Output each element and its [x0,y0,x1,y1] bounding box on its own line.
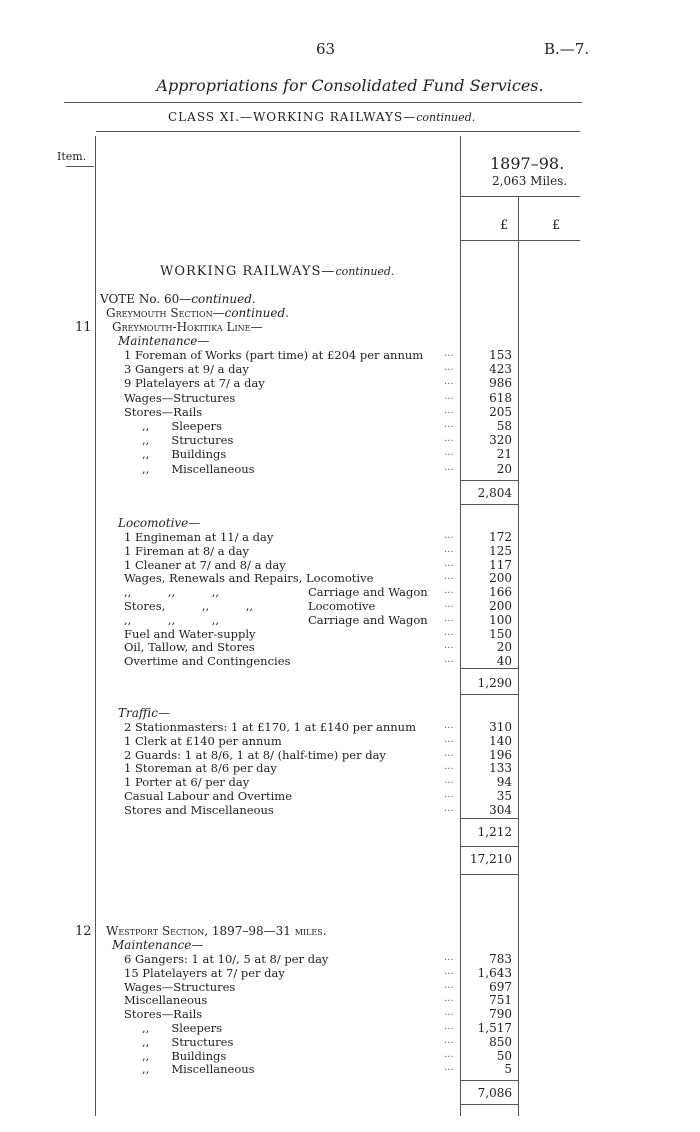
line-item-label: 15 Platelayers at 7/ per day [124,965,285,980]
item-number: 11 [75,320,92,335]
leader-dots: ... [444,640,454,652]
leader-dots: ... [444,1021,454,1032]
leader-dots: ... [444,993,454,1005]
greymouth-section-heading: Greymouth Section—continued. [106,306,289,320]
leader-dots: ... [444,761,454,773]
leader-dots: ... [444,571,454,583]
amount: 320 [489,433,512,448]
item-number: 12 [75,924,92,939]
leader-dots: ... [444,461,454,473]
item-column-header: Item. [57,150,87,163]
line-item-label: 1 Fireman at 8/ a day [124,543,249,558]
line-item-label: Wages, Renewals and Repairs, Locomotive [124,571,374,586]
leader-dots: ... [444,775,454,787]
amount: 20 [496,640,512,655]
leader-dots: ... [444,979,454,991]
leader-dots: ... [444,348,454,359]
item-column-rule [95,136,96,1116]
subtotal-rule [460,480,518,481]
line-item-label: Stores—Rails [124,1007,203,1022]
amount: 20 [496,461,512,476]
ditto-mark: ,, [142,1062,150,1077]
ditto-mark: ,, [142,1034,150,1049]
ditto-mark: ,, [142,419,150,433]
leader-dots: ... [444,543,454,555]
ditto-mark: ,, ,, ,, [124,585,220,600]
pound-sign: £ [552,218,561,233]
leader-dots: ... [444,789,454,800]
page-reference: B.—7. [544,40,590,58]
leader-dots: ... [444,530,454,541]
line-item-label: Wages—Structures [124,390,236,405]
amount: 196 [489,747,512,762]
locomotive-total: 1,290 [477,676,512,690]
subtotal-rule [460,1104,518,1105]
line-item-label: 1 Clerk at £140 per annum [124,733,282,748]
line-item-label: Casual Labour and Overtime [124,789,293,803]
line-item-label: Oil, Tallow, and Stores [124,640,255,655]
ditto-mark: ,, [142,461,150,476]
line-item-label: Overtime and Contingencies [124,654,291,669]
amount: 986 [489,376,512,391]
leader-dots: ... [444,952,454,963]
amount: 304 [489,802,512,817]
line-item-label: 2 Stationmasters: 1 at £170, 1 at £140 per annum [124,720,416,734]
amount: 166 [489,585,512,600]
line-item-label: ,, Sleepers [142,1021,223,1035]
amount: 205 [489,404,512,419]
amount: 310 [489,720,512,734]
amount: 697 [489,979,512,994]
line-item-label: Miscellaneous [124,993,208,1008]
amount: 1,517 [477,1021,512,1035]
amount: 117 [489,557,512,572]
westport-section-heading: Westport Section, 1897–98—31 miles. [106,924,327,938]
leader-dots: ... [444,965,454,977]
amount: 850 [489,1034,512,1049]
amount: 140 [489,733,512,748]
line-item-label: 6 Gangers: 1 at 10/, 5 at 8/ per day [124,952,329,966]
subtotal-rule [460,818,518,819]
amount: 133 [489,761,512,776]
line-item-label: ,, Buildings [142,447,227,462]
leader-dots: ... [444,419,454,430]
page-title: Appropriations for Consolidated Fund Services. [156,76,544,95]
pound-sign: £ [500,218,509,233]
subtotal-rule [460,668,518,669]
leader-dots: ... [444,733,454,745]
year-head-rule [460,196,580,197]
traffic-total: 1,212 [477,825,512,839]
amount: 100 [489,612,512,627]
line-item-label: Stores and Miscellaneous [124,802,274,817]
amount: 200 [489,571,512,586]
leader-dots: ... [444,1062,454,1074]
header-rule-top [64,102,582,103]
ditto-mark: ,, [142,1021,150,1035]
leader-dots: ... [444,1007,454,1019]
maintenance-heading: Maintenance— [118,334,210,348]
leader-dots: ... [444,612,454,624]
amount: 751 [489,993,512,1008]
subtotal-rule [460,874,518,875]
amount: 200 [489,599,512,613]
line-item-label: ,, Miscellaneous [142,1062,255,1077]
class-title: CLASS XI.—WORKING RAILWAYS—continued. [168,110,476,124]
leader-dots: ... [444,1048,454,1060]
line-item-label: ,, Structures [142,433,234,448]
amount: 58 [496,419,512,433]
line-item-label: Carriage and Wagon [308,612,428,627]
leader-dots: ... [444,626,454,638]
line-item-label: 1 Foreman of Works (part time) at £204 per annum [124,348,424,362]
leader-dots: ... [444,654,454,666]
line-item-label: ,, Miscellaneous [142,461,255,476]
leader-dots: ... [444,404,454,416]
section-heading: WORKING RAILWAYS—continued. [160,264,395,279]
line-item-label: 1 Storeman at 8/6 per day [124,761,277,776]
amount-column-rule-middle [518,196,519,1116]
leader-dots: ... [444,747,454,759]
line-item-label: 2 Guards: 1 at 8/6, 1 at 8/ (half-time) per day [124,747,386,762]
leader-dots: ... [444,585,454,597]
leader-dots: ... [444,433,454,445]
amount: 150 [489,626,512,641]
amount: 5 [504,1062,512,1077]
ditto-mark: ,, [142,447,150,462]
leader-dots: ... [444,557,454,569]
amount: 94 [496,775,512,790]
traffic-heading: Traffic— [118,706,170,720]
line-item-label: ,, Buildings [142,1048,227,1063]
leader-dots: ... [444,447,454,459]
item-head-rule [66,166,94,167]
leader-dots: ... [444,362,454,374]
line-item-label: 9 Platelayers at 7/ a day [124,376,265,391]
westport-maintenance-total: 7,086 [477,1086,512,1100]
header-rule-bottom [96,131,580,132]
subtotal-rule [460,694,518,695]
line-item-label: 1 Engineman at 11/ a day [124,530,274,544]
line-item-label: 3 Gangers at 9/ a day [124,362,249,377]
leader-dots: ... [444,802,454,814]
amount: 50 [496,1048,512,1063]
subtotal-rule [460,504,518,505]
line-item-label: Fuel and Water-supply [124,626,256,641]
amount: 790 [489,1007,512,1022]
line-item-label: ,, Structures [142,1034,234,1049]
amount: 21 [496,447,512,462]
amount: 1,643 [477,965,512,980]
amount: 125 [489,543,512,558]
vote-heading: VOTE No. 60—continued. [100,292,256,306]
amount: 35 [496,789,512,803]
amount: 423 [489,362,512,377]
leader-dots: ... [444,390,454,402]
leader-dots: ... [444,720,454,731]
amount: 783 [489,952,512,966]
ditto-mark: ,, [142,1048,150,1063]
leader-dots: ... [444,599,454,610]
amount: 153 [489,348,512,362]
miles-header: 2,063 Miles. [492,174,568,188]
amount: 172 [489,530,512,544]
line-item-label: 1 Cleaner at 7/ and 8/ a day [124,557,286,572]
line-title: Greymouth-Hokitika Line— [112,320,263,334]
maintenance-total: 2,804 [477,486,512,500]
subtotal-rule [460,1080,518,1081]
line-item-label: Wages—Structures [124,979,236,994]
line-item-label: Stores—Rails [124,404,203,419]
line-item-label: Carriage and Wagon [308,585,428,600]
grand-total: 17,210 [470,852,512,866]
line-item-label: ,, Sleepers [142,419,223,433]
locomotive-heading: Locomotive— [118,516,201,530]
subtotal-rule [460,846,518,847]
ditto-mark: Stores, ,, ,, [124,599,254,613]
leader-dots: ... [444,1034,454,1046]
ditto-mark: ,, [142,433,150,448]
maintenance-heading: Maintenance— [112,938,204,952]
line-item-label: 1 Porter at 6/ per day [124,775,250,790]
page-number: 63 [316,40,336,58]
pound-head-rule [460,240,580,241]
leader-dots: ... [444,376,454,388]
year-header: 1897–98. [490,154,565,173]
line-item-label: Locomotive [308,599,376,613]
amount: 618 [489,390,512,405]
ditto-mark: ,, ,, ,, [124,612,220,627]
amount: 40 [496,654,512,669]
